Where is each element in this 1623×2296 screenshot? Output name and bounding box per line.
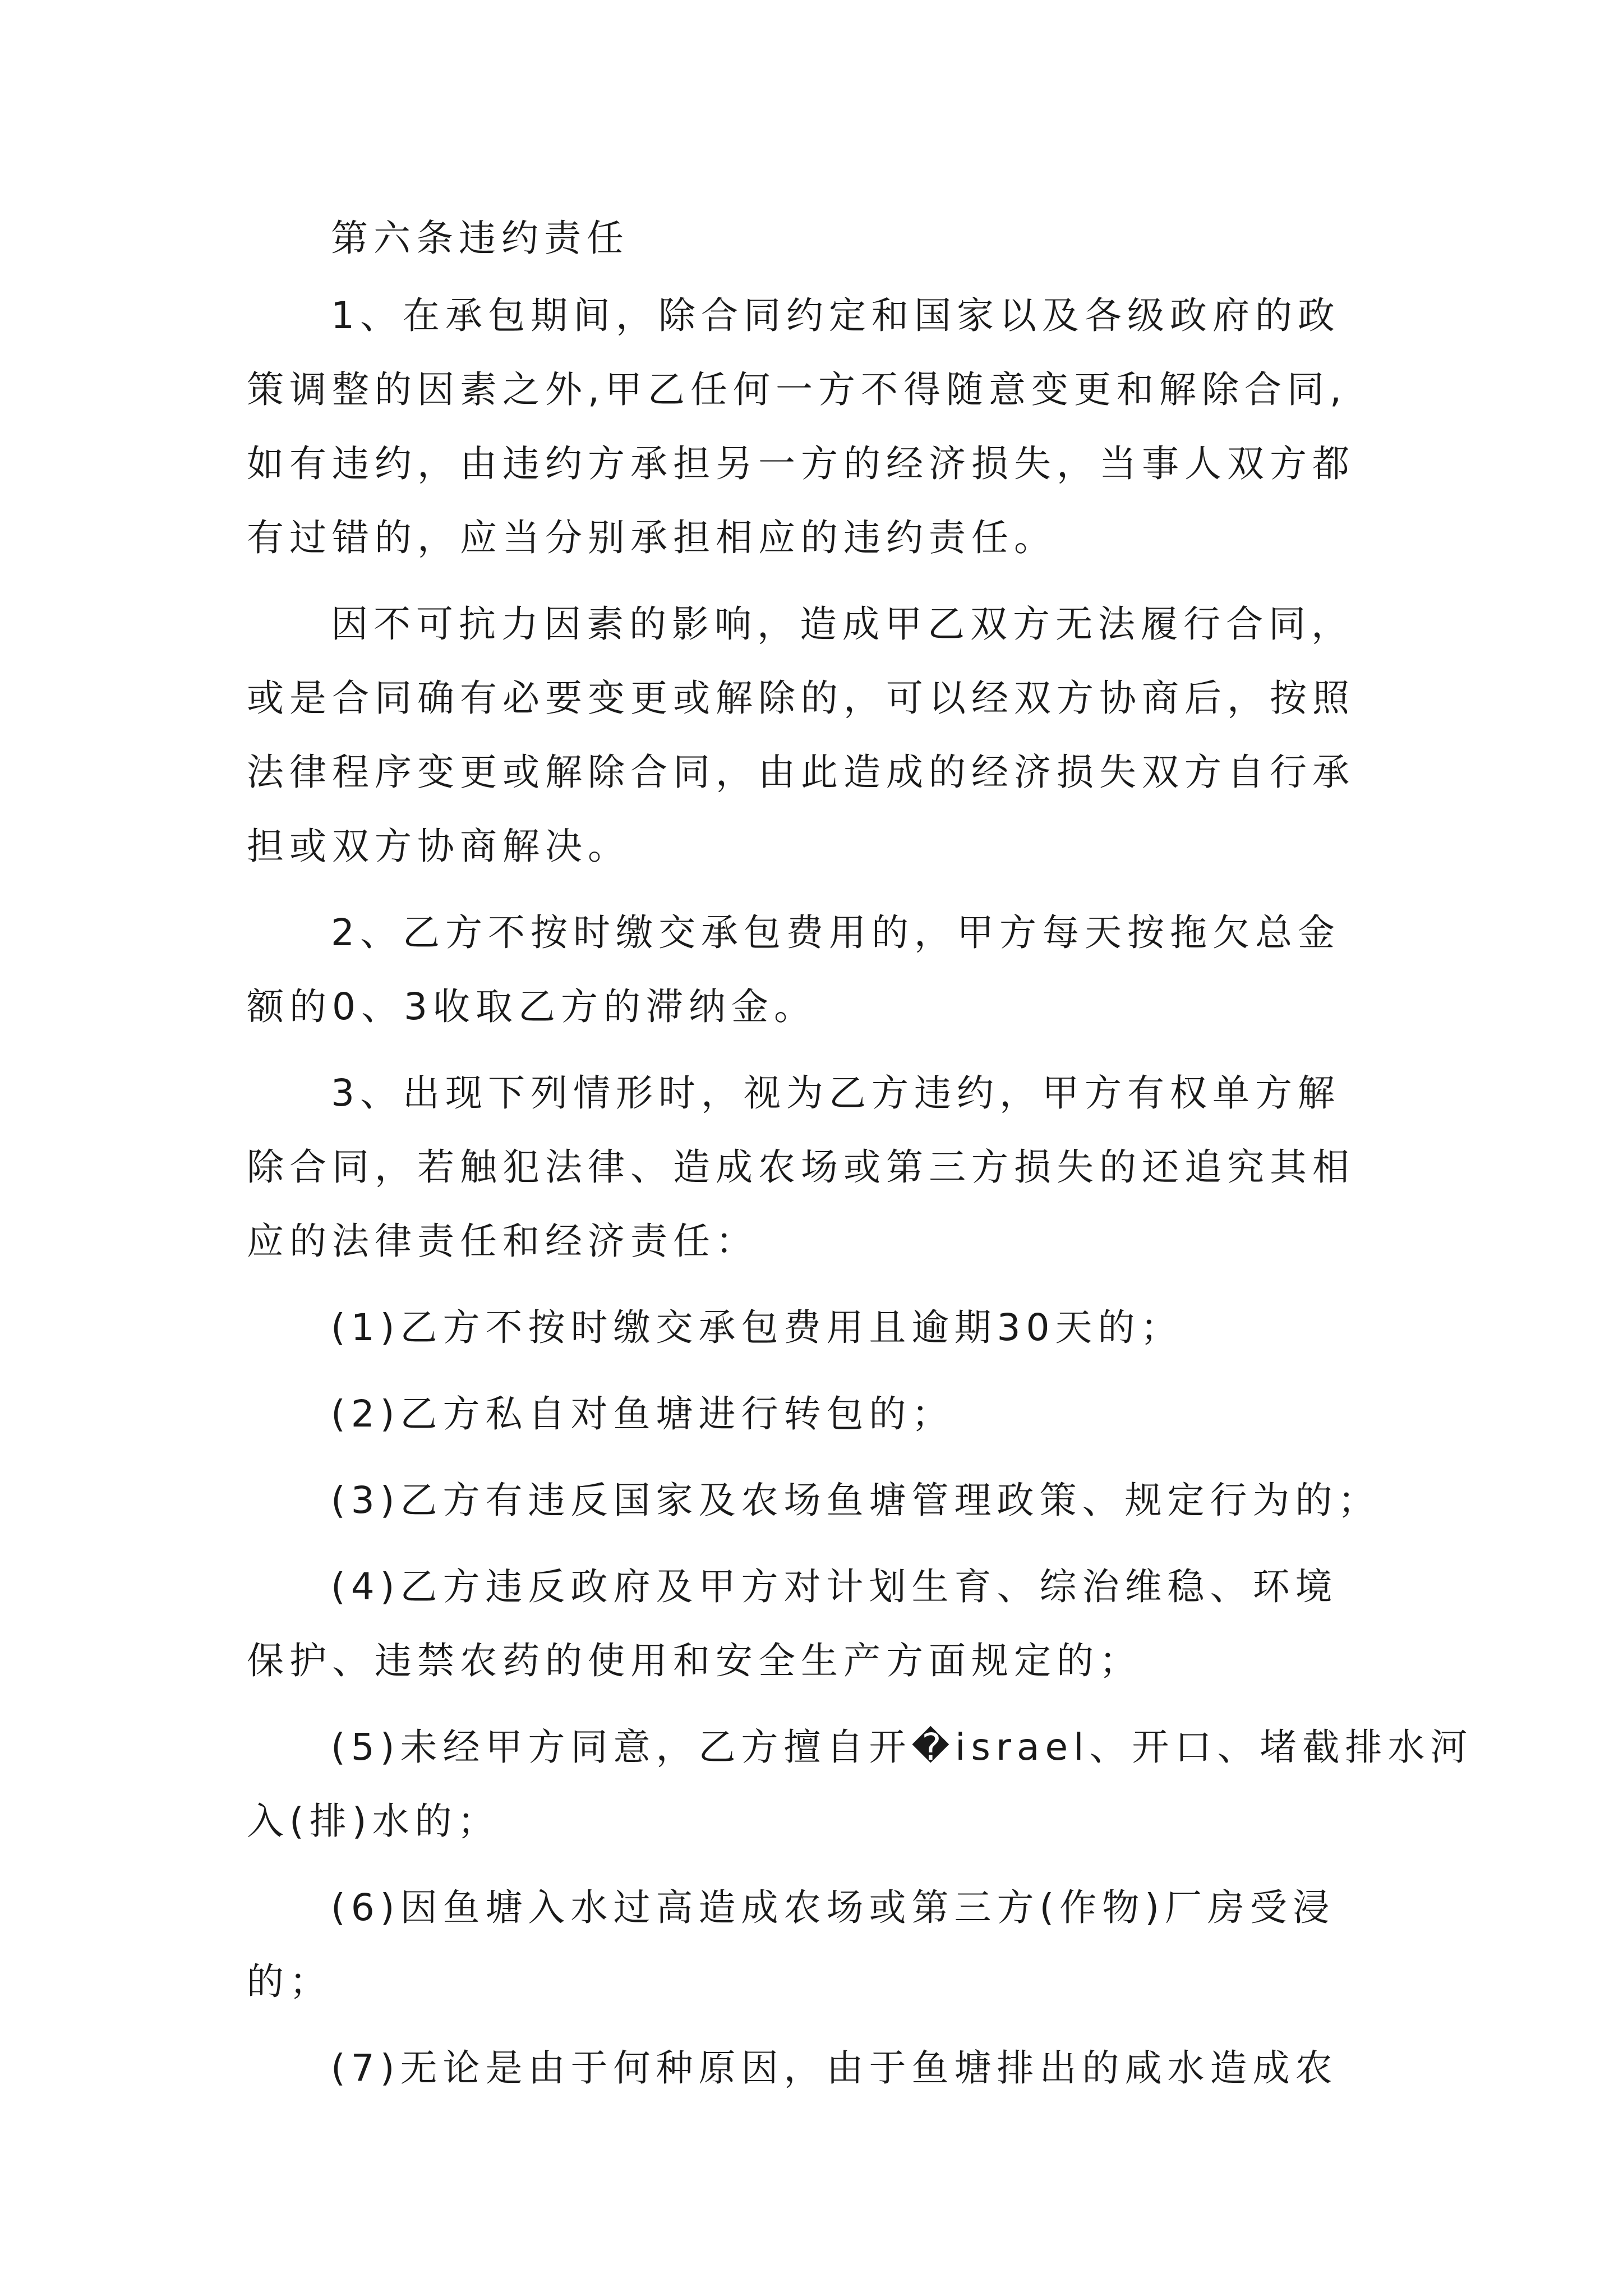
paragraph-line: 如有违约，由违约方承担另一方的经济损失，当事人双方都 [247, 442, 1355, 485]
list-item: (3)乙方有违反国家及农场鱼塘管理政策、规定行为的； [331, 1479, 1381, 1522]
list-item: (2)乙方私自对鱼塘进行转包的； [331, 1392, 955, 1435]
list-item-cont: 保护、违禁农药的使用和安全生产方面规定的； [247, 1639, 1142, 1682]
section-heading: 第六条违约责任 [331, 217, 629, 260]
list-item: (7)无论是由于何种原因，由于鱼塘排出的咸水造成农 [331, 2046, 1338, 2090]
paragraph-line: 有过错的，应当分别承担相应的违约责任。 [247, 516, 1057, 559]
list-item: (1)乙方不按时缴交承包费用且逾期30天的； [331, 1306, 1183, 1349]
paragraph-line: 应的法律责任和经济责任： [247, 1220, 758, 1263]
list-item: (5)未经甲方同意，乙方擅自开�israel、开口、堵截排水河 [331, 1726, 1473, 1769]
paragraph-line: 2、乙方不按时缴交承包费用的，甲方每天按拖欠总金 [331, 911, 1340, 954]
paragraph-line: 或是合同确有必要变更或解除的，可以经双方协商后，按照 [247, 677, 1355, 720]
paragraph-line: 1、在承包期间，除合同约定和国家以及各级政府的政 [331, 294, 1340, 337]
paragraph-line: 法律程序变更或解除合同，由此造成的经济损失双方自行承 [247, 751, 1355, 794]
paragraph-line: 3、出现下列情形时，视为乙方违约，甲方有权单方解 [331, 1071, 1340, 1115]
paragraph-line: 担或双方协商解决。 [247, 825, 630, 868]
paragraph-line: 因不可抗力因素的影响，造成甲乙双方无法履行合同， [331, 602, 1354, 646]
list-item: (4)乙方违反政府及甲方对计划生育、综治维稳、环境 [331, 1565, 1338, 1608]
list-item: (6)因鱼塘入水过高造成农场或第三方(作物)厂房受浸 [331, 1886, 1335, 1929]
list-item-cont: 入(排)水的； [247, 1800, 500, 1843]
paragraph-line: 额的0、3收取乙方的滞纳金。 [247, 985, 817, 1028]
paragraph-line: 策调整的因素之外,甲乙任何一方不得随意变更和解除合同, [247, 368, 1347, 411]
paragraph-line: 除合同，若触犯法律、造成农场或第三方损失的还追究其相 [247, 1145, 1355, 1189]
list-item-cont: 的； [247, 1960, 332, 2003]
